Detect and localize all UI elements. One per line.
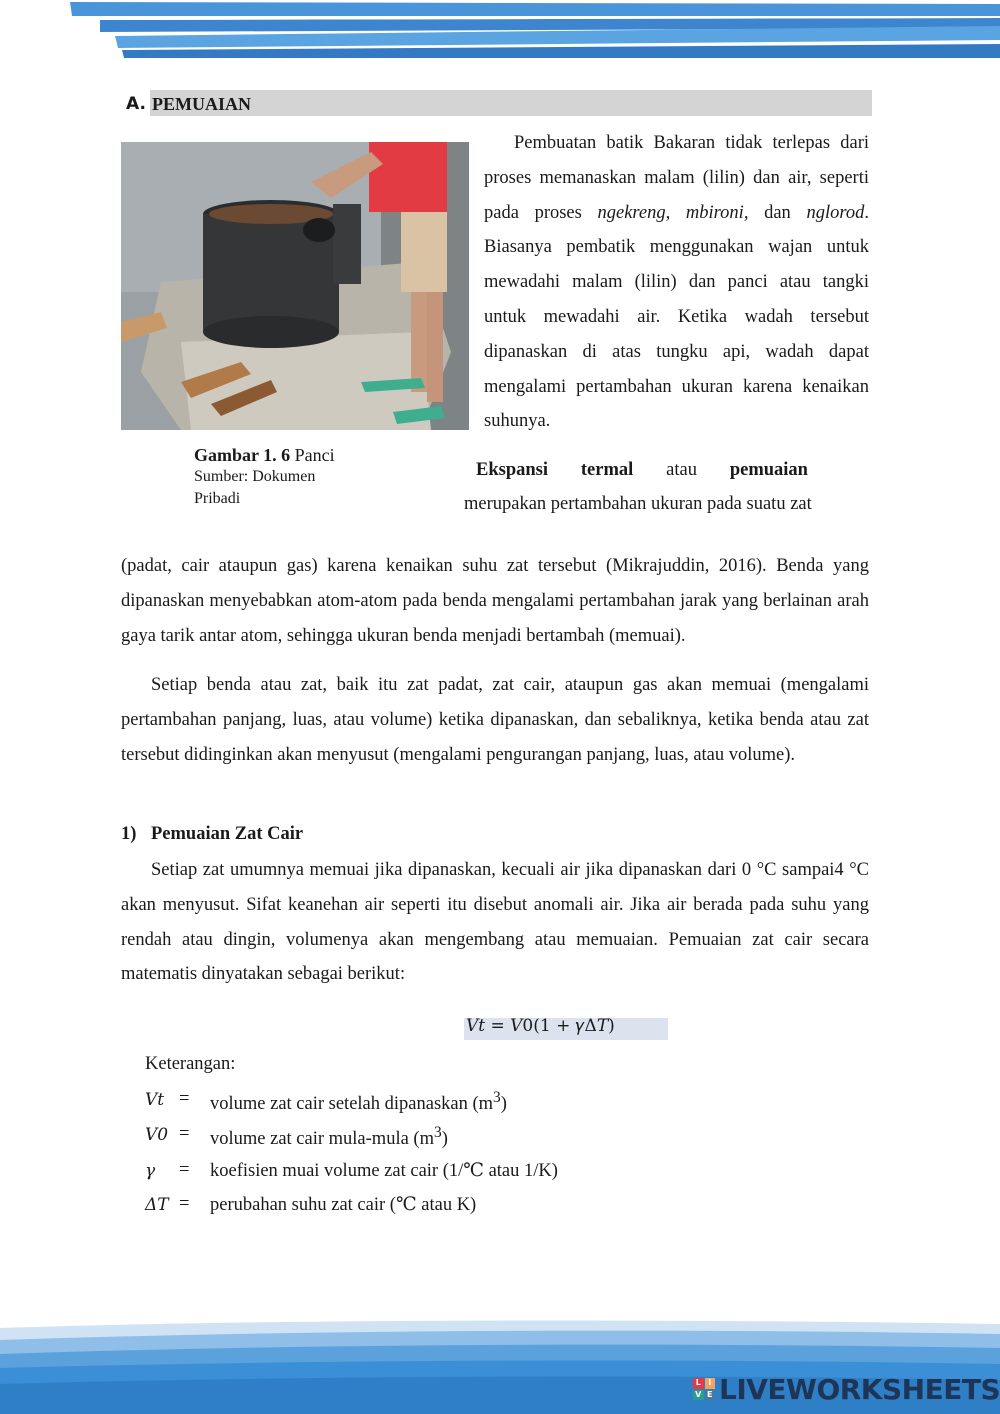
subsection-title: Pemuaian Zat Cair xyxy=(151,824,304,844)
section-heading-bar xyxy=(150,90,872,116)
subsection-heading xyxy=(121,824,303,845)
legend-symbol-v0: 𝑉0 xyxy=(145,1125,169,1145)
expansion-word-1: Ekspansi xyxy=(476,460,548,480)
figure-caption xyxy=(194,444,394,510)
legend-desc-v0-tail: ) xyxy=(441,1129,448,1150)
legend-eq-4: = xyxy=(179,1194,190,1214)
caption-source-2: Pribadi xyxy=(194,490,241,507)
header-decoration xyxy=(0,0,1000,70)
legend-symbol-delta-t: Δ𝑇 xyxy=(145,1195,169,1215)
legend-eq-1: = xyxy=(179,1089,190,1109)
legend-desc-delta-t: perubahan suhu zat cair (℃ atau K) xyxy=(210,1195,477,1215)
intro-text-after: . Biasanya pembatik menggunakan wajan untuk mewadahi malam (lilin) dan panci atau tangki untuk mewadahi air. Ketika wadah tersebut dipanaskan di atas tungku api, wadah dapat mengalami pertambahan ukuran karena kenaikan suhunya. xyxy=(484,202,869,432)
liveworksheets-logo[interactable] xyxy=(693,1372,1000,1406)
subsection-number: 1) xyxy=(121,824,137,844)
legend-desc-vt-text: volume zat cair setelah dipanaskan (m xyxy=(210,1094,494,1115)
legend-desc-gamma: koefisien muai volume zat cair (1/℃ atau 1/K) xyxy=(210,1161,558,1181)
legend-eq-2: = xyxy=(179,1124,190,1144)
paragraph-2: Setiap benda atau zat, baik itu zat padat, zat cair, ataupun gas akan memuai (mengalami pertambahan panjang, luas, atau volume) ketika dipanaskan, dan sebaliknya, ketika benda atau zat tersebut didinginkan akan menyusut (mengalami pengurangan panjang, luas, atau volume). xyxy=(121,675,869,765)
legend-symbol-vt: 𝑉𝑡 xyxy=(145,1090,165,1110)
keterangan-label: Keterangan: xyxy=(145,1054,236,1074)
logo-grid-l: L xyxy=(693,1378,704,1389)
intro-text-middle: dan xyxy=(748,202,807,223)
legend-desc-v0-text: volume zat cair mula-mula (m xyxy=(210,1129,434,1150)
legend-desc-vt-sup: 3 xyxy=(493,1089,501,1106)
caption-label: Gambar 1. 6 xyxy=(194,445,291,465)
expansion-word-4: pemuaian xyxy=(729,460,808,480)
expansion-line-2: merupakan pertambahan ukuran pada suatu zat xyxy=(464,494,812,514)
expansion-word-3: atau xyxy=(666,460,697,480)
logo-grid-v: V xyxy=(693,1390,704,1401)
formula: 𝑉𝑡 = 𝑉0(1 + 𝛾Δ𝑇) xyxy=(466,1016,615,1036)
intro-paragraph xyxy=(484,126,869,439)
caption-source-1: Sumber: Dokumen xyxy=(194,468,316,485)
expansion-word-2: termal xyxy=(580,460,634,480)
logo-grid-e: E xyxy=(705,1390,716,1401)
legend-desc-v0 xyxy=(210,1124,448,1150)
pot-photo xyxy=(121,142,469,430)
logo-text: LIVEWORKSHEETS xyxy=(719,1372,1000,1406)
logo-grid-i: I xyxy=(705,1378,716,1389)
legend-desc-vt xyxy=(210,1089,507,1115)
expansion-line-1 xyxy=(476,460,808,481)
legend-eq-3: = xyxy=(179,1160,190,1180)
paragraph-3: Setiap zat umumnya memuai jika dipanaskan, kecuali air jika dipanaskan dari 0 °C sampai4 °C akan menyusut. Sifat keanehan air seperti itu disebut anomali air. Jika air berada pada suhu yang rendah atau dingin, volumenya akan mengembang atau memuaian. Pemuaian zat cair secara matematis dinyatakan sebagai berikut: xyxy=(121,860,869,985)
section-letter: A. xyxy=(126,94,146,114)
logo-grid-icon xyxy=(693,1378,715,1400)
intro-italic-1: ngekreng, mbironi, xyxy=(597,202,749,223)
section-title: PEMUAIAN xyxy=(152,94,251,114)
intro-italic-2: nglorod xyxy=(806,202,865,223)
caption-text: Panci xyxy=(290,445,335,465)
legend-desc-v0-sup: 3 xyxy=(433,1124,442,1141)
intro-text-before: Pembuatan batik Bakaran tidak terlepas dari proses memanaskan malam (lilin) dan air, seperti pada proses xyxy=(484,133,869,223)
legend-desc-vt-tail: ) xyxy=(500,1094,507,1115)
legend-symbol-gamma: 𝛾 xyxy=(145,1161,156,1181)
paragraph-1: (padat, cair ataupun gas) karena kenaikan suhu zat tersebut (Mikrajuddin, 2016). Benda yang dipanaskan menyebabkan atom-atom pada benda mengalami pertambahan jarak yang berlainan arah gaya tarik antar atom, sehingga ukuran benda menjadi bertambah (memuai). xyxy=(121,556,869,646)
